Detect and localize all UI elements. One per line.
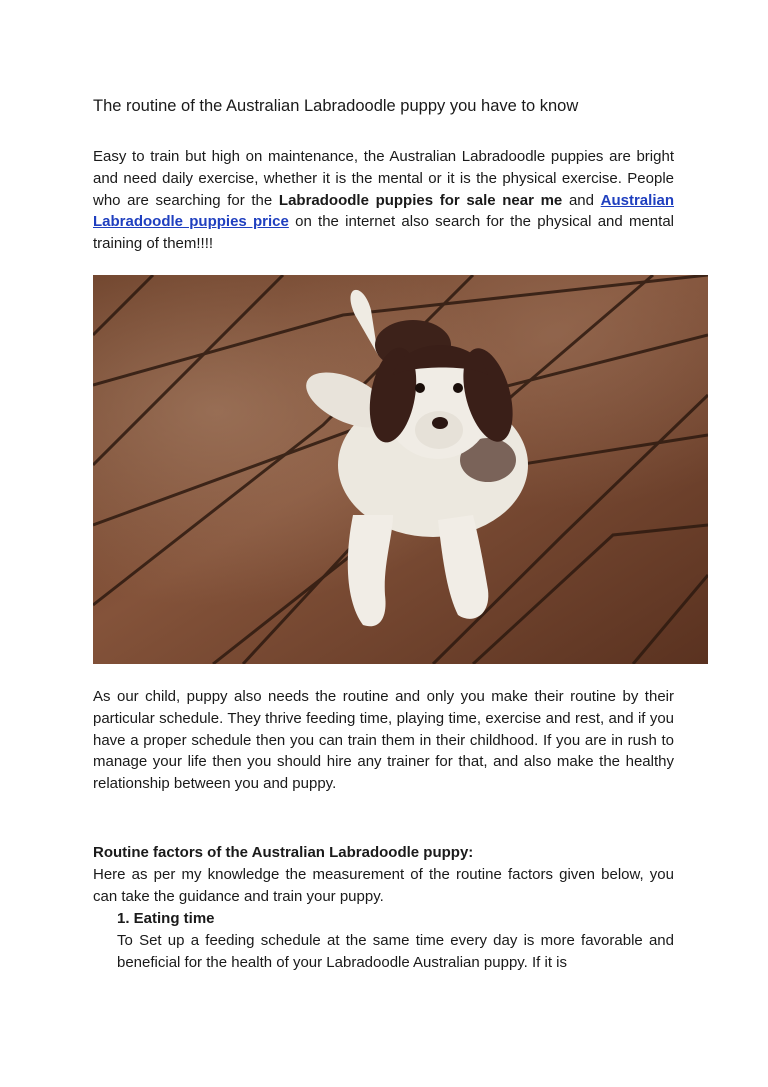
- list-item-title: 1. Eating time: [117, 910, 215, 927]
- intro-paragraph: [93, 146, 674, 255]
- intro-text-end: on the internet also search for the physical and mental training of them!!!!: [93, 213, 674, 253]
- section-intro: Here as per my knowledge the measurement of the routine factors given below, you can take the guidance and train your puppy.: [93, 865, 674, 905]
- puppy-photo: [93, 275, 708, 664]
- intro-text: Easy to train but high on maintenance, the Australian Labradoodle puppies are bright and need daily exercise, whether it is the mental or it is the physical exercise. People who are searching for the: [93, 148, 674, 209]
- intro-bold-phrase: Labradoodle puppies for sale near me: [278, 191, 563, 209]
- section-heading: Routine factors of the Australian Labradoodle puppy:: [93, 844, 474, 861]
- routine-factors-section: [93, 842, 674, 907]
- routine-paragraph: As our child, puppy also needs the routine and only you make their routine by their particular schedule. They thrive feeding time, playing time, exercise and rest, and if you have a proper schedule then you can train them in their childhood. If you are in rush to manage your life then you should hire any trainer for that, and also make the healthy relationship between you and puppy.: [93, 688, 674, 793]
- intro-and: and: [562, 191, 601, 209]
- price-link[interactable]: Australian Labradoodle puppies price: [93, 191, 674, 231]
- page-title: The routine of the Australian Labradoodle puppy you have to know: [93, 97, 579, 115]
- list-item-body: To Set up a feeding schedule at the same time every day is more favorable and beneficial for the health of your Labradoodle Australian puppy. If it is: [117, 931, 674, 971]
- routine-list: [93, 908, 674, 973]
- list-item: [93, 908, 674, 973]
